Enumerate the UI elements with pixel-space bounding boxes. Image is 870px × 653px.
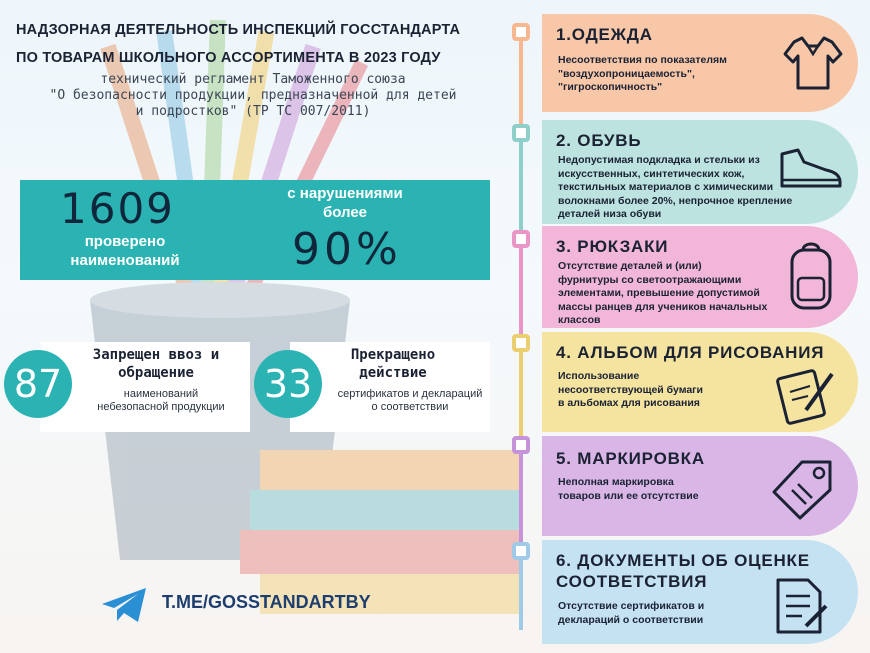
card-backpacks [542, 226, 858, 328]
timeline-node [512, 124, 530, 142]
card-line: искусственных, синтетических кож, [558, 167, 745, 180]
violations-label-1: с нарушениями [287, 185, 403, 202]
timeline-node [512, 23, 530, 41]
suspended-count: 33 [254, 350, 322, 418]
checked-label-2: наименований [70, 252, 180, 269]
card-labeling [542, 436, 858, 536]
card-line: элементами, превышение допустимой [558, 287, 760, 299]
page-subtitle [18, 72, 488, 120]
card-clothing [542, 14, 858, 112]
card-title: 3. РЮКЗАКИ [556, 237, 669, 256]
title-line-2: ПО ТОВАРАМ ШКОЛЬНОГО АССОРТИМЕНТА В 2023 ГОДУ [16, 50, 441, 66]
suspended-heading-2: действие [359, 365, 427, 381]
suspended-heading [318, 346, 468, 382]
banned-heading [66, 346, 246, 382]
banned-count: 87 [4, 350, 72, 418]
card-title: 5. МАРКИРОВКА [556, 449, 705, 468]
card-description [558, 154, 792, 222]
card-description [558, 260, 767, 328]
timeline-segment [519, 236, 523, 340]
card-line: Несоответствия по показателям [558, 54, 727, 66]
banned-heading-2: обращение [118, 365, 194, 381]
backpack-icon [786, 240, 836, 312]
card-line: классов [558, 314, 601, 326]
stats-banner [20, 180, 490, 280]
card-shoes [542, 120, 858, 224]
telegram-icon [100, 586, 150, 626]
violations-caption [260, 184, 430, 222]
card-line: фурнитуры со светоотражающими [558, 273, 742, 286]
card-line: Недопустимая подкладка и стельки из [558, 154, 760, 166]
card-line: "воздухопроницаемость", [558, 67, 695, 80]
card-line: Отсутствие сертификатов и [558, 600, 705, 612]
card-line: "гигроскопичность" [558, 81, 663, 93]
shoe-icon [778, 142, 844, 192]
timeline-segment [519, 340, 523, 440]
card-line: несоответствующей бумаги [558, 383, 704, 396]
timeline-node [512, 334, 530, 352]
subtitle-line-3: и подростков" (ТР ТС 007/2011) [135, 104, 371, 119]
card-title: 4. АЛЬБОМ ДЛЯ РИСОВАНИЯ [556, 343, 825, 362]
suspended-heading-1: Прекращено [350, 347, 436, 363]
subtitle-line-1: технический регламент Таможенного союза [100, 72, 406, 87]
card-description [558, 370, 703, 411]
timeline [510, 30, 530, 630]
sketchbook-icon [776, 366, 838, 426]
timeline-segment [519, 440, 523, 545]
card-line: Использование [558, 370, 640, 382]
timeline-node [512, 436, 530, 454]
title-line-1: НАДЗОРНАЯ ДЕЯТЕЛЬНОСТЬ ИНСПЕКЦИЙ ГОССТАНДАРТА [16, 22, 461, 38]
card-title: 1.ОДЕЖДА [556, 25, 653, 44]
timeline-segment [519, 30, 523, 130]
suspended-desc-2: о соответствии [371, 401, 449, 413]
card-title [556, 550, 810, 592]
timeline-segment [519, 130, 523, 236]
checked-caption [50, 232, 200, 270]
card-line: в альбомах для рисования [558, 397, 700, 409]
banned-heading-1: Запрещен ввоз и [92, 347, 220, 363]
card-documents [542, 540, 858, 644]
violations-percent: 90% [292, 224, 402, 275]
timeline-node [512, 230, 530, 248]
banned-description [76, 388, 246, 414]
shirt-icon [782, 32, 844, 94]
card-line: деклараций о соответствии [558, 613, 704, 626]
banned-desc-1: наименований [123, 388, 199, 400]
card-title-line: 6. ДОКУМЕНТЫ ОБ ОЦЕНКЕ [556, 551, 810, 570]
banned-desc-2: небезопасной продукции [97, 401, 225, 413]
card-sketchbooks [542, 332, 858, 432]
card-line: массы ранцев для учеников начальных [558, 300, 768, 313]
checked-count: 1609 [60, 184, 175, 233]
card-line: текстильных материалов с химическими [558, 181, 774, 193]
card-description [558, 600, 704, 627]
checked-label-1: проверено [84, 233, 166, 250]
card-title: 2. ОБУВЬ [556, 131, 642, 150]
suspended-description [330, 388, 490, 414]
document-icon [774, 576, 828, 636]
price-tag-icon [772, 456, 836, 520]
card-line: деталей низа обуви [558, 208, 662, 220]
subtitle-line-2: "О безопасности продукции, предназначенной для детей [49, 88, 457, 103]
suspended-desc-1: сертификатов и деклараций [337, 388, 483, 400]
card-line: волокнами более 20%, непрочное крепление [558, 194, 793, 207]
violations-label-2: более [322, 204, 368, 221]
card-line: Неполная маркировка [558, 476, 674, 488]
timeline-node [512, 542, 530, 560]
card-description [558, 476, 699, 503]
telegram-link[interactable]: T.ME/GOSSTANDARTBY [162, 592, 371, 612]
card-title-line: СООТВЕТСТВИЯ [556, 572, 708, 591]
card-description [558, 54, 727, 95]
page-title [16, 16, 486, 72]
card-line: товаров или ее отсутствие [558, 489, 699, 502]
card-line: Отсутствие деталей и (или) [558, 260, 702, 272]
